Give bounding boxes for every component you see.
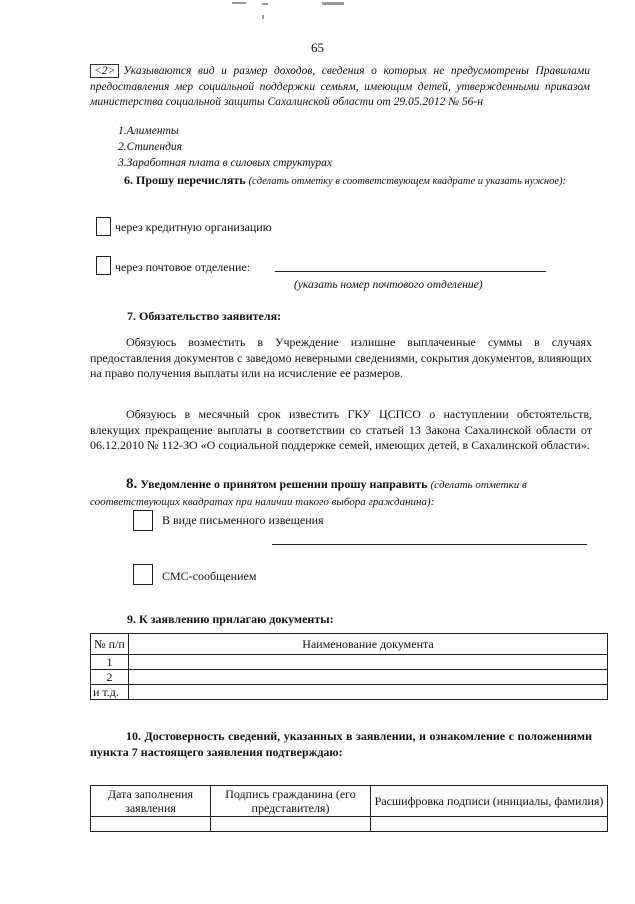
post-office-caption: (указать номер почтового отделение) (294, 279, 483, 291)
obligation-paragraph-2: Обязуюсь в месячный срок известить ГКУ ЦСПСО о наступлении обстоятельств, влекущих прекращение выплаты в соответствии со статьей 13 Закона Сахалинской области от 06.12.2010 № 112-ЗО «О социальной поддержке семей, имеющих детей, в Сахалинской области». (90, 407, 592, 452)
section-7-title: 7. Обязательство заявителя: (127, 309, 282, 323)
footnote-text: Указываются вид и размер доходов, сведения о которых не предусмотрены Правилами предоставления мер социальной поддержки семьям, имеющим детей, утвержденными приказом министерства социальной защиты Сахалинской области от 29.05.2012 № 56-н (90, 65, 590, 108)
sms-label: СМС-сообщением (162, 569, 257, 583)
footnote-income-list (118, 123, 332, 171)
table-header-row (91, 634, 608, 655)
column-header-number: № п/п (91, 634, 129, 655)
document-name-cell[interactable] (129, 685, 608, 700)
section-8-title: Уведомление о принятом решении прошу направить (140, 477, 428, 491)
scan-speck (262, 15, 264, 19)
signature-table (90, 785, 608, 832)
fill-date-cell[interactable] (91, 817, 211, 832)
written-notice-label: В виде письменного извещения (162, 513, 324, 527)
post-office-input-line[interactable] (275, 271, 546, 272)
row-number: 1 (91, 655, 129, 670)
column-header-signature-decode: Расшифровка подписи (инициалы, фамилия) (371, 786, 608, 817)
signature-decode-cell[interactable] (371, 817, 608, 832)
list-item: 3.Заработная плата в силовых структурах (118, 157, 332, 169)
section-6-heading (90, 172, 590, 190)
written-notice-checkbox[interactable] (133, 510, 153, 531)
list-item: 2.Стипендия (118, 141, 182, 153)
scan-speck (322, 2, 344, 5)
scan-speck (232, 2, 246, 4)
obligation-paragraph-1: Обязуюсь возместить в Учреждение излишне выплаченные суммы в случаях предоставления документов с заведомо неверными сведениями, сокрытия документов, влияющих на право получения выплаты или на исчисление ее размеров. (90, 335, 592, 380)
column-header-fill-date: Дата заполнения заявления (91, 786, 211, 817)
table-row (91, 655, 608, 670)
document-name-cell[interactable] (129, 655, 608, 670)
section-10-title: 10. Достоверность сведений, указанных в заявлении, и ознакомление с положениями пункта 7 настоящего заявления подтверждаю: (90, 729, 592, 759)
written-notice-input-line[interactable] (272, 544, 587, 545)
section-9-title: 9. К заявлению прилагаю документы: (127, 612, 334, 626)
section-8-heading (90, 476, 592, 510)
column-header-document-name: Наименование документа (129, 634, 608, 655)
section-8-hint: (сделать отметки в соответствующих квадратах при наличии такого выбора гражданина): (90, 479, 527, 508)
footnote (90, 64, 590, 111)
table-row (91, 817, 608, 832)
section-6-hint: (сделать отметку в соответствующем квадрате и указать нужное): (248, 176, 567, 187)
row-number: 2 (91, 670, 129, 685)
post-option-label: через почтовое отделение: (115, 260, 251, 274)
table-row (91, 670, 608, 685)
document-name-cell[interactable] (129, 670, 608, 685)
section-6-title: 6. Прошу перечислять (124, 173, 246, 187)
scan-speck (262, 3, 268, 5)
section-8-number: 8. (126, 476, 138, 492)
table-header-row (91, 786, 608, 817)
documents-table (90, 633, 608, 700)
footnote-mark: <2> (90, 64, 119, 78)
page-number: 65 (311, 40, 324, 55)
column-header-signature: Подпись гражданина (его представителя) (211, 786, 371, 817)
sms-checkbox[interactable] (133, 564, 153, 585)
bank-option-label: через кредитную организацию (115, 220, 272, 234)
row-number: и т.д. (91, 685, 129, 700)
table-row (91, 685, 608, 700)
signature-cell[interactable] (211, 817, 371, 832)
list-item: 1.Алименты (118, 125, 179, 137)
bank-checkbox[interactable] (96, 217, 111, 236)
post-checkbox[interactable] (96, 256, 111, 275)
